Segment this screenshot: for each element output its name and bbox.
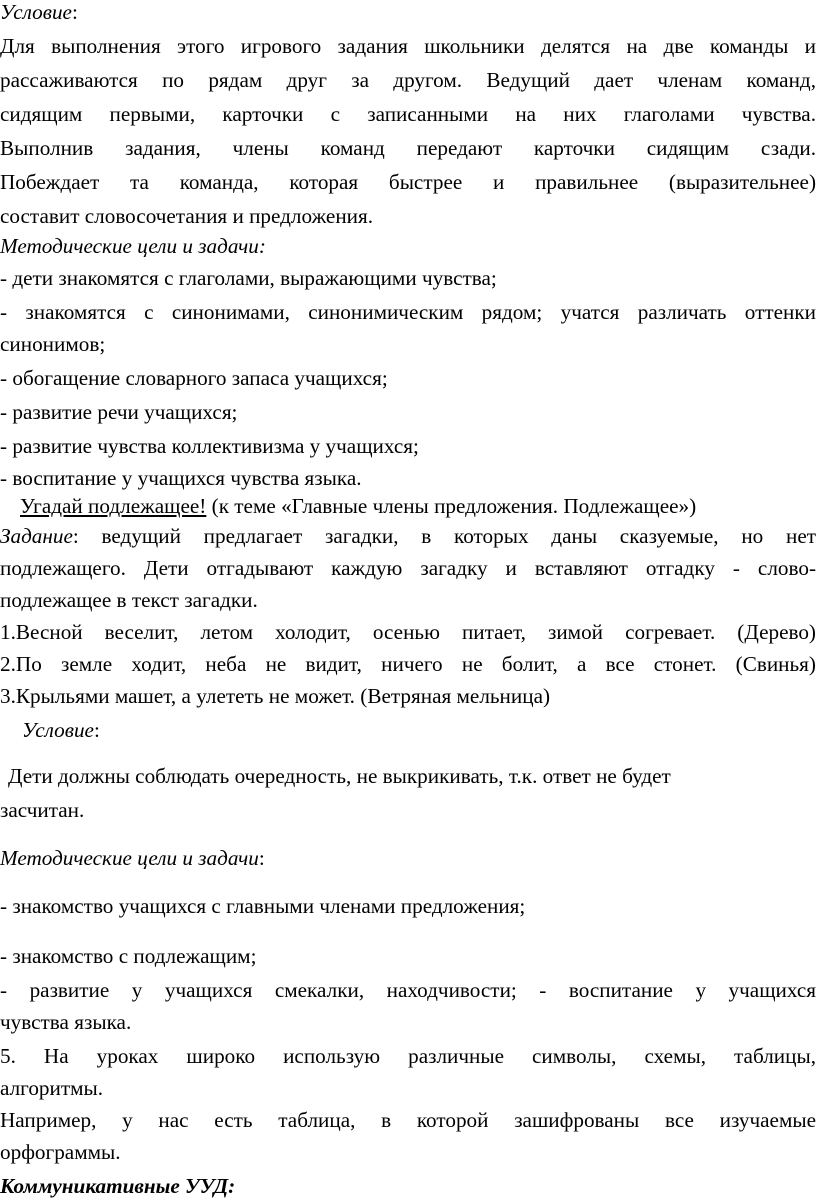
condition-text: засчитан. <box>0 798 85 822</box>
paragraph-line: Для выполнения этого игрового задания школьники делятся на две команды и <box>0 34 816 58</box>
riddle-item: 1.Весной веселит, летом холодит, осенью питает, зимой согревает. (Дерево) <box>0 620 816 644</box>
paragraph-line: рассаживаются по рядам друг за другом. Ведущий дает членам команд, <box>0 68 816 92</box>
task-line: подлежащего. Дети отгадывают каждую загадку и вставляют отгадку - слово- <box>0 556 816 580</box>
goal-item: - знакомятся с синонимами, синонимическим рядом; учатся различать оттенки <box>0 300 816 324</box>
goals-heading: Методические цели и задачи: <box>0 846 265 870</box>
game-title-line <box>3 490 816 522</box>
goal-item: синонимов; <box>0 332 106 356</box>
goal-item: - развитие у учащихся смекалки, находчивости; - воспитание у учащихся <box>0 978 816 1002</box>
paragraph-line: 5. На уроках широко использую различные символы, схемы, таблицы, <box>0 1044 816 1068</box>
paragraph-line: алгоритмы. <box>0 1076 104 1100</box>
condition-heading: Условие: <box>22 718 100 742</box>
goal-item: чувства языка. <box>0 1010 132 1034</box>
condition-text: Дети должны соблюдать очередность, не выкрикивать, т.к. ответ не будет <box>8 764 671 788</box>
paragraph-line: сидящим первыми, карточки с записанными на них глаголами чувства. <box>0 102 816 126</box>
goal-item: - развитие чувства коллективизма у учащихся; <box>0 434 419 458</box>
paragraph-line: Например, у нас есть таблица, в которой зашифрованы все изучаемые <box>0 1108 816 1132</box>
task-line: подлежащее в текст загадки. <box>0 588 258 612</box>
game-topic: (к теме «Главные члены предложения. Подлежащее») <box>211 494 697 518</box>
goal-item: - знакомство с подлежащим; <box>0 944 257 968</box>
task-line: Задание: ведущий предлагает загадки, в которых даны сказуемые, но нет <box>0 524 816 548</box>
paragraph-line: Выполнив задания, члены команд передают карточки сидящим сзади. <box>0 136 816 160</box>
goal-item: - знакомство учащихся с главными членами предложения; <box>0 894 526 918</box>
goal-item: - развитие речи учащихся; <box>0 400 238 424</box>
paragraph-line: орфограммы. <box>0 1140 121 1164</box>
game-title: Угадай подлежащее! <box>20 494 207 518</box>
goals-heading: Методические цели и задачи: <box>0 234 266 258</box>
paragraph-line: Побеждает та команда, которая быстрее и правильнее (выразительнее) <box>0 170 816 194</box>
goal-item: - воспитание у учащихся чувства языка. <box>0 466 362 490</box>
paragraph-line: составит словосочетания и предложения. <box>0 204 374 228</box>
goal-item: - обогащение словарного запаса учащихся; <box>0 366 388 390</box>
section-heading: Коммуникативные УУД: <box>0 1174 236 1198</box>
goal-item: - дети знакомятся с глаголами, выражающими чувства; <box>0 266 497 290</box>
condition-heading: Условие: <box>0 0 78 24</box>
riddle-item: 3.Крыльями машет, а улететь не может. (Ветряная мельница) <box>0 684 551 708</box>
riddle-item: 2.По земле ходит, неба не видит, ничего не болит, а все стонет. (Свинья) <box>0 652 816 676</box>
